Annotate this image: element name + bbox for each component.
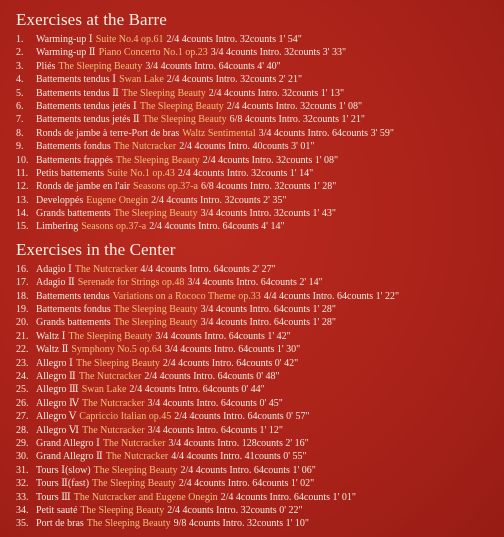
track-row	[16, 303, 494, 316]
track-exercise-name: Ronds de jambe à terre-Port de bras	[36, 127, 180, 139]
track-meta: 2/4 4counts Intro. 32counts 2' 35"	[151, 194, 287, 206]
track-meta: 2/4 4counts Intro. 32counts 2' 21"	[166, 74, 303, 86]
track-number: 13.	[16, 194, 29, 206]
track-exercise-name: Allegro Ⅳ	[36, 397, 80, 409]
track-number: 20.	[16, 317, 29, 329]
track-exercise-name: Pliés	[36, 60, 56, 72]
track-row	[16, 357, 494, 370]
track-work-title: The Sleeping Beauty	[113, 208, 198, 220]
track-exercise-name: Allegro Ⅱ	[36, 370, 76, 382]
track-meta: 2/4 4counts Intro. 40counts 3' 01"	[179, 141, 315, 153]
track-work-title: The Sleeping Beauty	[115, 154, 200, 166]
track-row	[16, 127, 494, 140]
track-meta: 2/4 4counts Intro. 64counts 0' 42"	[162, 357, 299, 369]
track-work-title: The Sleeping Beauty	[92, 478, 176, 490]
track-number: 12.	[16, 181, 29, 193]
track-work-title: The Sleeping Beauty	[86, 518, 171, 530]
track-meta: 3/4 4counts Intro. 32counts 1' 43"	[200, 208, 336, 220]
track-work-title: The Sleeping Beauty	[139, 100, 224, 112]
track-exercise-name: Tours Ⅰ(slow)	[36, 464, 91, 476]
track-row	[16, 140, 494, 153]
track-exercise-name: Warming-up Ⅱ	[36, 47, 96, 59]
track-number: 7.	[16, 114, 24, 126]
track-meta: 2/4 4counts Intro. 32counts 1' 13"	[208, 87, 345, 99]
track-exercise-name: Waltz Ⅱ	[36, 344, 69, 356]
track-number: 11.	[16, 167, 29, 179]
track-row	[16, 220, 494, 233]
track-list-center	[16, 263, 494, 531]
track-work-title: The Sleeping Beauty	[58, 60, 143, 72]
track-work-title: The Sleeping Beauty	[113, 317, 198, 329]
track-number: 34.	[16, 504, 29, 516]
track-exercise-name: Battements tendus Ⅰ	[36, 74, 117, 86]
track-number: 33.	[16, 491, 29, 503]
track-exercise-name: Developpés	[36, 194, 84, 206]
track-row	[16, 450, 494, 463]
track-number: 9.	[16, 141, 24, 153]
track-work-title: Variations on a Rococo Theme op.33	[112, 290, 261, 302]
track-number: 29.	[16, 437, 29, 449]
track-work-title: The Nutcracker	[82, 424, 145, 436]
track-work-title: The Nutcracker	[113, 141, 177, 153]
track-work-title: Eugene Onegin	[86, 194, 149, 206]
track-meta: 4/4 4counts Intro. 64counts 2' 27"	[140, 263, 276, 275]
track-meta: 2/4 4counts Intro. 32counts 1' 08"	[202, 154, 339, 166]
track-exercise-name: Battements tendus jetés Ⅰ	[36, 100, 137, 112]
track-work-title: The Nutcracker	[74, 263, 138, 275]
track-number: 25.	[16, 384, 29, 396]
track-work-title: Serenade for Strings op.48	[77, 277, 185, 289]
track-work-title: Piano Concerto No.1 op.23	[98, 47, 208, 59]
track-row	[16, 343, 494, 356]
track-exercise-name: Allegro Ⅴ	[36, 411, 77, 423]
track-exercise-name: Allegro Ⅵ	[36, 424, 80, 436]
track-row	[16, 410, 494, 423]
track-row	[16, 276, 494, 289]
track-exercise-name: Adagio Ⅰ	[36, 263, 72, 275]
track-meta: 2/4 4counts Intro. 32counts 1' 54"	[166, 34, 302, 45]
track-meta: 3/4 4counts Intro. 32counts 3' 33"	[210, 47, 347, 59]
track-exercise-name: Waltz Ⅰ	[36, 330, 66, 342]
track-row	[16, 33, 494, 46]
track-meta: 2/4 4counts Intro. 64counts 1' 01"	[220, 491, 356, 503]
track-meta: 3/4 4counts Intro. 64counts 2' 14"	[187, 277, 323, 289]
track-work-title: The Nutcracker	[102, 437, 166, 449]
section-title-barre: Exercises at the Barre	[16, 10, 167, 29]
track-work-title: Symphony No.5 op.64	[71, 344, 162, 356]
track-number: 10.	[16, 154, 29, 166]
track-meta: 3/4 4counts Intro. 64counts 1' 12"	[147, 424, 283, 436]
track-exercise-name: Grands battements	[36, 317, 111, 329]
track-exercise-name: Ronds de jambe en l'air	[36, 181, 130, 193]
track-number: 5.	[16, 87, 24, 99]
track-row	[16, 60, 494, 73]
track-list-barre	[16, 33, 494, 234]
track-row	[16, 504, 494, 517]
track-meta: 3/4 4counts Intro. 64counts 1' 30"	[164, 344, 301, 356]
track-number: 23.	[16, 357, 29, 369]
track-meta: 2/4 4counts Intro. 64counts 0' 57"	[174, 411, 310, 423]
track-number: 14.	[16, 208, 29, 220]
track-row	[16, 397, 494, 410]
track-work-title: The Nutcracker	[78, 370, 142, 382]
track-exercise-name: Battements tendus	[36, 290, 110, 302]
track-meta: 2/4 4counts Intro. 32counts 1' 08"	[226, 100, 363, 112]
track-number: 17.	[16, 277, 29, 289]
track-work-title: Waltz Sentimental	[182, 127, 256, 139]
track-work-title: Suite No.1 op.43	[107, 167, 175, 179]
track-exercise-name: Grand Allegro Ⅰ	[36, 437, 100, 449]
track-number: 18.	[16, 290, 29, 302]
track-meta: 2/4 4counts Intro. 64counts 4' 14"	[149, 221, 285, 233]
track-number: 28.	[16, 424, 29, 436]
track-exercise-name: Limbering	[36, 221, 79, 233]
track-row	[16, 100, 494, 113]
track-exercise-name: Petit sauté	[36, 504, 78, 516]
track-meta: 2/4 4counts Intro. 64counts 0' 48"	[144, 370, 280, 382]
track-work-title: Swan Lake	[119, 74, 164, 86]
track-exercise-name: Grands battements	[36, 208, 111, 220]
track-exercise-name: Tours Ⅱ(fast)	[36, 478, 90, 490]
track-exercise-name: Grand Allegro Ⅱ	[36, 451, 103, 463]
track-exercise-name: Tours Ⅲ	[36, 491, 71, 503]
track-row	[16, 437, 494, 450]
track-row	[16, 73, 494, 86]
track-number: 24.	[16, 370, 29, 382]
track-meta: 2/4 4counts Intro. 64counts 1' 06"	[180, 464, 316, 476]
track-meta: 3/4 4counts Intro. 64counts 0' 45"	[147, 397, 283, 409]
track-meta: 2/4 4counts Intro. 32counts 0' 22"	[167, 504, 303, 516]
track-row	[16, 477, 494, 490]
track-exercise-name: Battements tendus Ⅱ	[36, 87, 119, 99]
track-work-title: The Nutcracker	[105, 451, 169, 463]
track-number: 1.	[16, 34, 24, 45]
track-row	[16, 517, 494, 530]
track-row	[16, 424, 494, 437]
track-meta: 3/4 4counts Intro. 128counts 2' 16"	[168, 437, 309, 449]
track-row	[16, 330, 494, 343]
track-meta: 3/4 4counts Intro. 64counts 1' 42"	[155, 330, 291, 342]
track-exercise-name: Battements frappés	[36, 154, 113, 166]
track-exercise-name: Warming-up Ⅰ	[36, 34, 93, 45]
track-meta: 4/4 4counts Intro. 41counts 0' 55"	[171, 451, 307, 463]
track-number: 22.	[16, 344, 29, 356]
track-work-title: The Sleeping Beauty	[113, 304, 198, 316]
track-meta: 2/4 4counts Intro. 64counts 0' 44"	[129, 384, 265, 396]
track-row	[16, 46, 494, 59]
track-row	[16, 290, 494, 303]
track-row	[16, 194, 494, 207]
track-row	[16, 167, 494, 180]
track-meta: 9/8 4counts Intro. 32counts 1' 10"	[173, 518, 309, 530]
track-meta: 6/8 4counts Intro. 32counts 1' 21"	[229, 114, 365, 126]
track-meta: 2/4 4counts Intro. 32counts 1' 14"	[177, 167, 314, 179]
track-row	[16, 87, 494, 100]
track-work-title: The Nutcracker and Eugene Onegin	[73, 491, 218, 503]
track-meta: 3/4 4counts Intro. 64counts 3' 59"	[258, 127, 394, 139]
track-number: 2.	[16, 47, 24, 59]
track-number: 32.	[16, 478, 29, 490]
track-number: 6.	[16, 100, 24, 112]
track-row	[16, 383, 494, 396]
track-number: 4.	[16, 74, 24, 86]
track-exercise-name: Allegro Ⅲ	[36, 384, 79, 396]
track-work-title: The Sleeping Beauty	[93, 464, 178, 476]
track-meta: 4/4 4counts Intro. 64counts 1' 22"	[263, 290, 400, 302]
track-work-title: The Sleeping Beauty	[142, 114, 227, 126]
track-row	[16, 154, 494, 167]
track-number: 31.	[16, 464, 29, 476]
track-work-title: Seasons op.37-a	[133, 181, 198, 193]
track-number: 15.	[16, 221, 29, 233]
track-row	[16, 370, 494, 383]
track-number: 27.	[16, 411, 29, 423]
track-number: 8.	[16, 127, 24, 139]
track-meta: 3/4 4counts Intro. 64counts 1' 28"	[200, 304, 336, 316]
track-exercise-name: Allegro Ⅰ	[36, 357, 73, 369]
track-work-title: The Nutcracker	[82, 397, 145, 409]
track-row	[16, 113, 494, 126]
track-work-title: The Sleeping Beauty	[121, 87, 206, 99]
track-number: 35.	[16, 518, 29, 530]
track-exercise-name: Petits battements	[36, 167, 105, 179]
track-exercise-name: Battements fondus	[36, 141, 111, 153]
track-exercise-name: Battements fondus	[36, 304, 111, 316]
track-work-title: The Sleeping Beauty	[76, 357, 160, 369]
track-exercise-name: Port de bras	[36, 518, 84, 530]
track-number: 3.	[16, 60, 24, 72]
track-row	[16, 263, 494, 276]
track-number: 16.	[16, 263, 29, 275]
track-work-title: The Sleeping Beauty	[80, 504, 165, 516]
track-exercise-name: Adagio Ⅱ	[36, 277, 75, 289]
section-title-center: Exercises in the Center	[16, 239, 176, 259]
track-row	[16, 316, 494, 329]
track-meta: 2/4 4counts Intro. 64counts 1' 02"	[178, 478, 315, 490]
track-row	[16, 491, 494, 504]
track-work-title: Seasons op.37-a	[81, 221, 147, 233]
track-number: 26.	[16, 397, 29, 409]
track-number: 21.	[16, 330, 29, 342]
track-row	[16, 207, 494, 220]
track-work-title: Swan Lake	[81, 384, 127, 396]
track-row	[16, 180, 494, 193]
track-work-title: Capriccio Italian op.45	[79, 411, 172, 423]
track-meta: 3/4 4counts Intro. 64counts 4' 40"	[145, 60, 281, 72]
track-work-title: The Sleeping Beauty	[68, 330, 153, 342]
track-work-title: Suite No.4 op.61	[95, 34, 164, 45]
track-number: 19.	[16, 304, 29, 316]
track-row	[16, 464, 494, 477]
track-meta: 6/8 4counts Intro. 32counts 1' 28"	[201, 181, 337, 193]
track-exercise-name: Battements tendus jetés Ⅱ	[36, 114, 140, 126]
track-meta: 3/4 4counts Intro. 64counts 1' 28"	[200, 317, 336, 329]
track-number: 30.	[16, 451, 29, 463]
